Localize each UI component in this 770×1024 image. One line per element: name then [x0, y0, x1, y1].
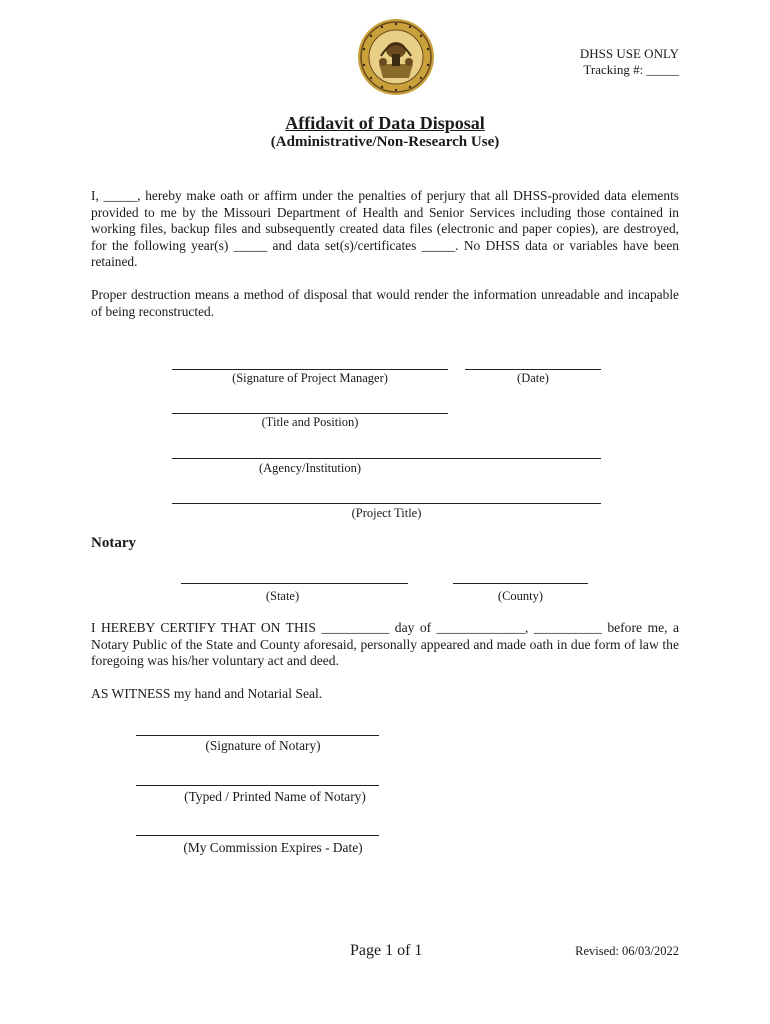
- oath-paragraph: I, _____, hereby make oath or affirm under the penalties of perjury that all DHSS-provided data elements provided to me by the Missouri Department of Health and Senior Services including those contained in working files, backup files and subsequently created data files (electronic and paper copies), are destroyed, for the following year(s) _____ and data set(s)/certificates _____. No DHSS data or variables have been retained.: [91, 188, 679, 270]
- dhss-use-label: DHSS USE ONLY: [579, 46, 679, 61]
- notary-heading: Notary: [91, 535, 136, 551]
- commission-caption: (My Commission Expires - Date): [183, 840, 363, 855]
- project-title-caption: (Project Title): [351, 506, 422, 520]
- county-line[interactable]: [453, 583, 588, 584]
- tracking-number: Tracking #: _____: [583, 62, 679, 77]
- title-position-caption: (Title and Position): [261, 415, 359, 429]
- revision-date: Revised: 06/03/2022: [575, 944, 679, 958]
- notary-signature-caption: (Signature of Notary): [205, 738, 321, 753]
- state-seal-icon: [357, 18, 435, 96]
- witness-statement: AS WITNESS my hand and Notarial Seal.: [91, 686, 323, 701]
- notary-name-caption: (Typed / Printed Name of Notary): [184, 789, 366, 804]
- page-number: Page 1 of 1: [350, 942, 423, 959]
- notary-name-line[interactable]: [136, 785, 379, 786]
- destruction-paragraph: Proper destruction means a method of disposal that would render the information unreadable and incapable of being reconstructed.: [91, 287, 679, 319]
- agency-caption: (Agency/Institution): [258, 461, 362, 475]
- notary-signature-line[interactable]: [136, 735, 379, 736]
- state-caption: (State): [265, 589, 300, 603]
- document-subtitle: (Administrative/Non-Research Use): [270, 134, 500, 150]
- project-manager-signature-line[interactable]: [172, 369, 448, 370]
- project-manager-signature-caption: (Signature of Project Manager): [232, 371, 388, 385]
- dhss-use-block: [580, 46, 679, 78]
- date-caption: (Date): [517, 371, 549, 385]
- state-line[interactable]: [181, 583, 408, 584]
- certify-paragraph: I HEREBY CERTIFY THAT ON THIS __________ day of _____________, __________ before me, a Notary Public of the State and County aforesaid, personally appeared and made oath in due form of law the foregoing was his/her voluntary act and deed.: [91, 620, 679, 669]
- county-caption: (County): [497, 589, 544, 603]
- project-title-line[interactable]: [172, 503, 601, 504]
- document-title: Affidavit of Data Disposal: [285, 113, 485, 133]
- commission-line[interactable]: [136, 835, 379, 836]
- date-line[interactable]: [465, 369, 601, 370]
- agency-line[interactable]: [172, 458, 601, 459]
- title-position-line[interactable]: [172, 413, 448, 414]
